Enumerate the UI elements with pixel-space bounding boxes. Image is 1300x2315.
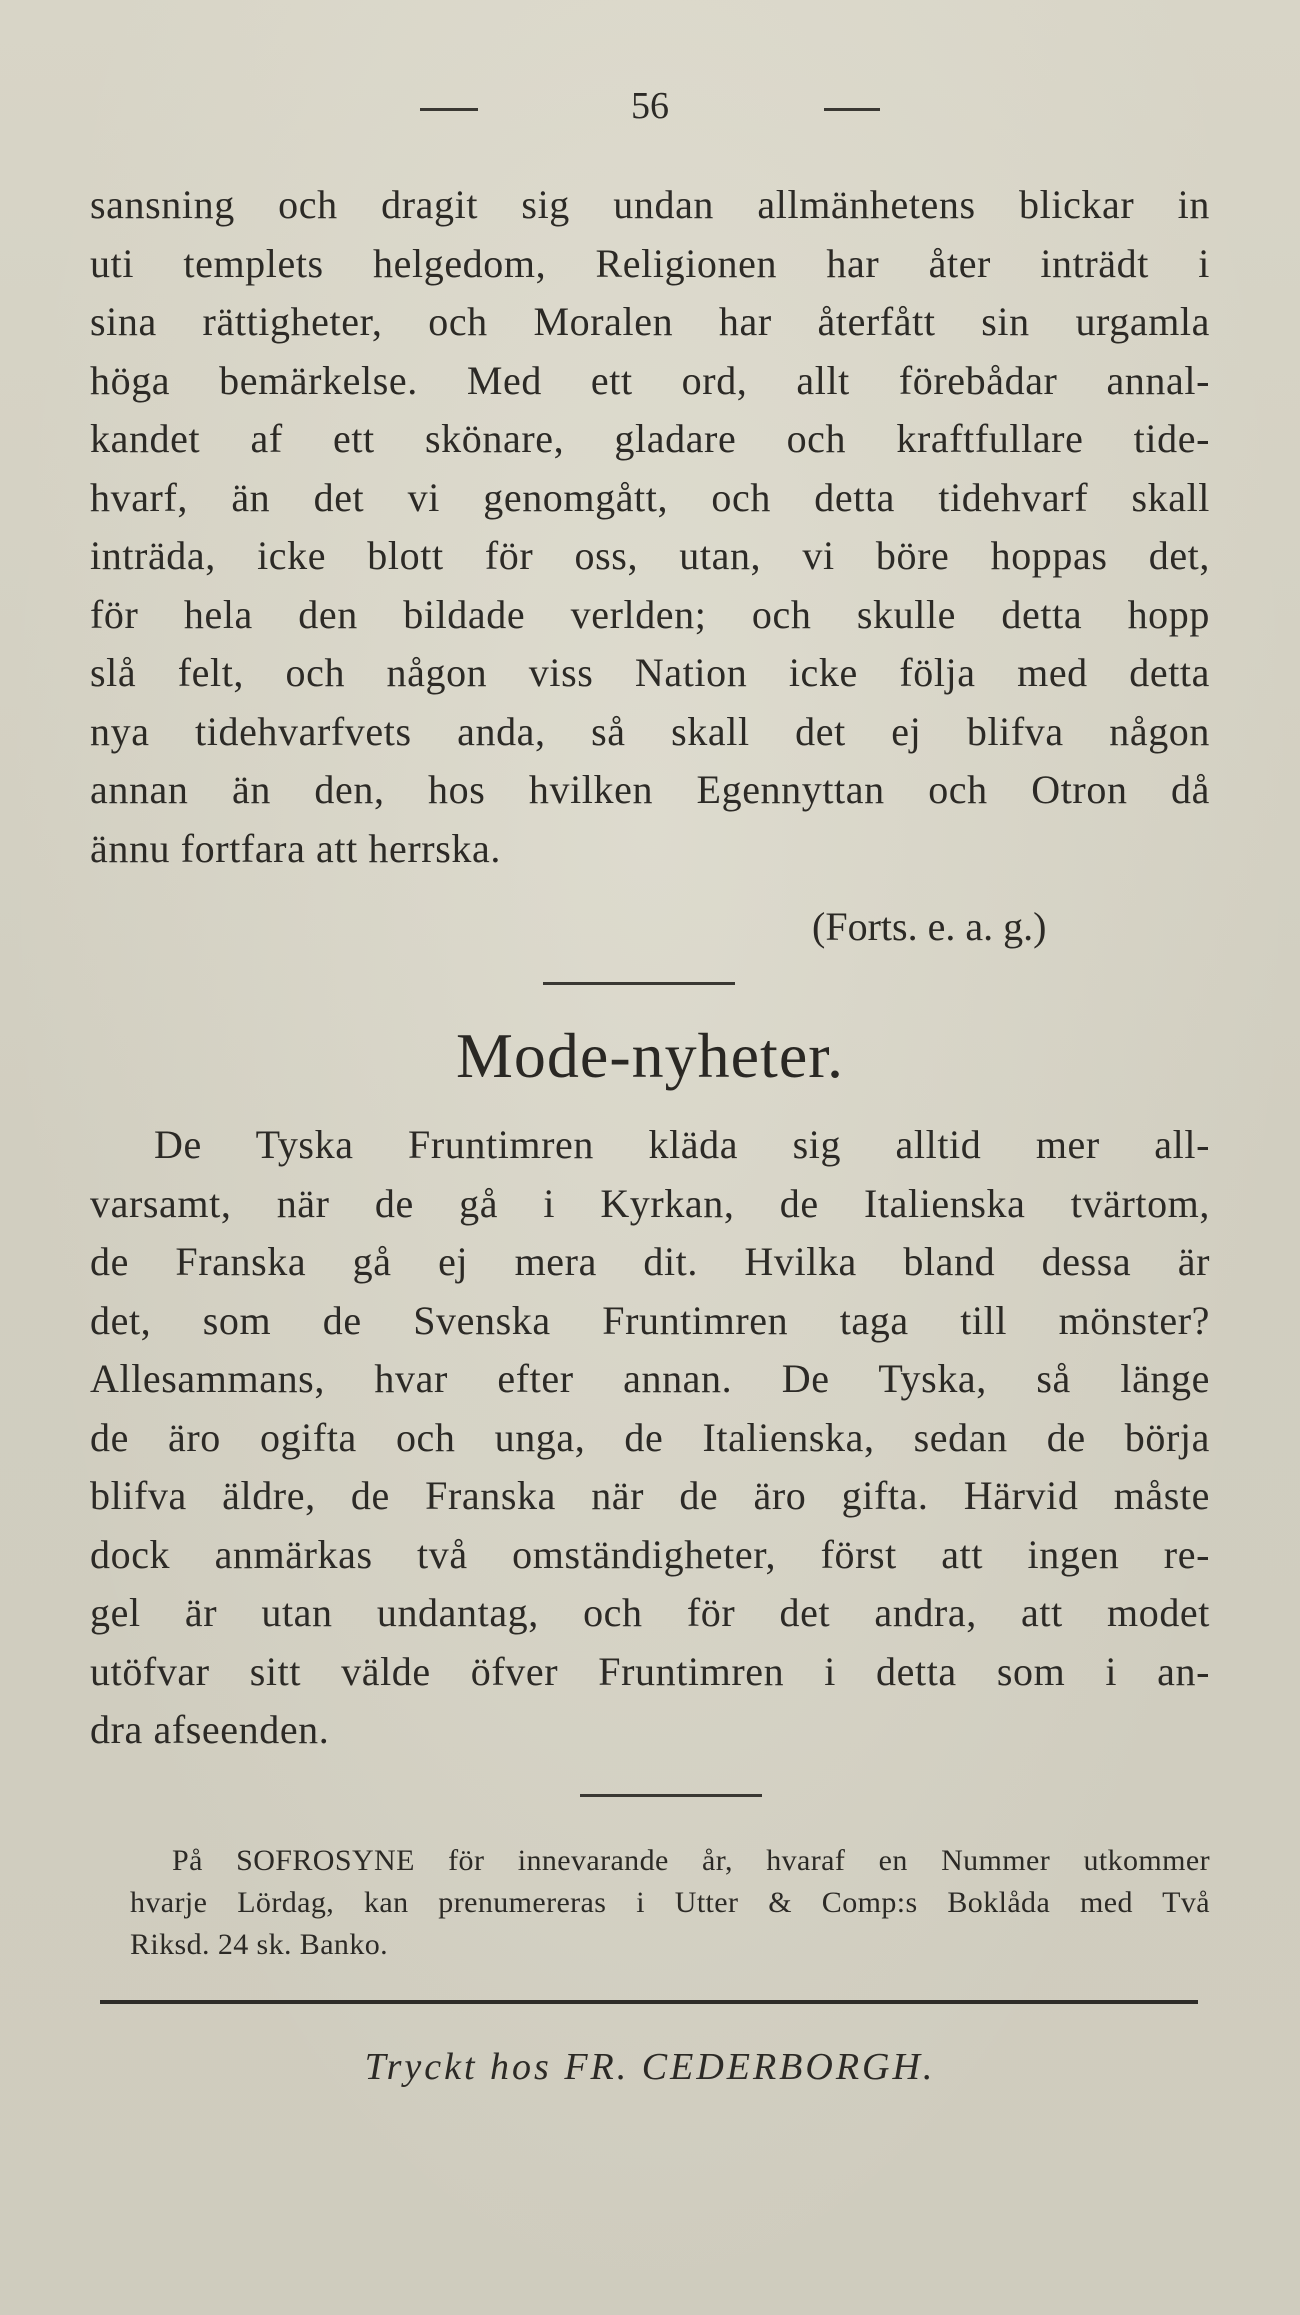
notice-line: Riksd. 24 sk. Banko. <box>130 1928 389 1961</box>
text-line: ännu fortfara att herrska. <box>90 825 501 871</box>
text-line: sansning och dragit sig undan allmänhetens blickar in <box>90 182 1210 227</box>
section-divider <box>580 1794 762 1797</box>
text-line: Allesammans, hvar efter annan. De Tyska, så länge <box>90 1356 1210 1401</box>
text-line: annan än den, hos hvilken Egennyttan och Otron då <box>90 767 1210 812</box>
header-dash-left <box>420 108 478 111</box>
text-line: nya tidehvarfvets anda, så skall det ej blifva någon <box>90 708 1210 754</box>
section-divider <box>543 982 735 985</box>
text-line: inträda, icke blott för oss, utan, vi böre hoppas det, <box>90 533 1210 578</box>
fashion-article <box>90 1116 1210 1760</box>
page-header <box>0 86 1300 126</box>
text-line: slå felt, och någon viss Nation icke följa med detta <box>90 650 1210 695</box>
subscription-notice <box>130 1840 1210 1966</box>
article-continued <box>90 176 1210 878</box>
page-number: 56 <box>631 85 669 127</box>
text-line: utöfvar sitt välde öfver Fruntimren i detta som i an- <box>90 1648 1210 1694</box>
text-line: höga bemärkelse. Med ett ord, allt förebådar annal- <box>90 357 1210 403</box>
notice-line: hvarje Lördag, kan prenumereras i Utter & Comp:s Boklåda med Två <box>130 1886 1210 1919</box>
text-line: hvarf, än det vi genomgått, och detta tidehvarf skall <box>90 474 1210 520</box>
header-dash-right <box>824 108 880 111</box>
continuation-note: (Forts. e. a. g.) <box>812 904 1047 949</box>
text-line: de Franska gå ej mera dit. Hvilka bland dessa är <box>90 1239 1210 1284</box>
printer-imprint: Tryckt hos FR. CEDERBORGH. <box>364 2046 936 2088</box>
text-line: det, som de Svenska Fruntimren taga till mönster? <box>90 1297 1210 1343</box>
text-line: dra afseenden. <box>90 1707 330 1752</box>
notice-line: På SOFROSYNE för innevarande år, hvaraf en Nummer utkommer <box>172 1844 1210 1877</box>
section-title: Mode-nyheter. <box>456 1020 844 1091</box>
text-line: gel är utan undantag, och för det andra, att modet <box>90 1590 1210 1635</box>
text-line: De Tyska Fruntimren kläda sig alltid mer all- <box>154 1122 1210 1167</box>
text-line: för hela den bildade verlden; och skulle detta hopp <box>90 591 1210 637</box>
text-line: blifva äldre, de Franska när de äro gifta. Härvid måste <box>90 1473 1210 1518</box>
text-line: varsamt, när de gå i Kyrkan, de Italienska tvärtom, <box>90 1180 1210 1226</box>
footer-rule <box>100 2000 1198 2004</box>
text-line: uti templets helgedom, Religionen har åter inträdt i <box>90 240 1210 286</box>
text-line: dock anmärkas två omständigheter, först att ingen re- <box>90 1531 1210 1577</box>
text-line: de äro ogifta och unga, de Italienska, sedan de börja <box>90 1414 1210 1460</box>
text-line: kandet af ett skönare, gladare och kraftfullare tide- <box>90 416 1210 461</box>
text-line: sina rättigheter, och Moralen har återfått sin urgamla <box>90 299 1210 344</box>
